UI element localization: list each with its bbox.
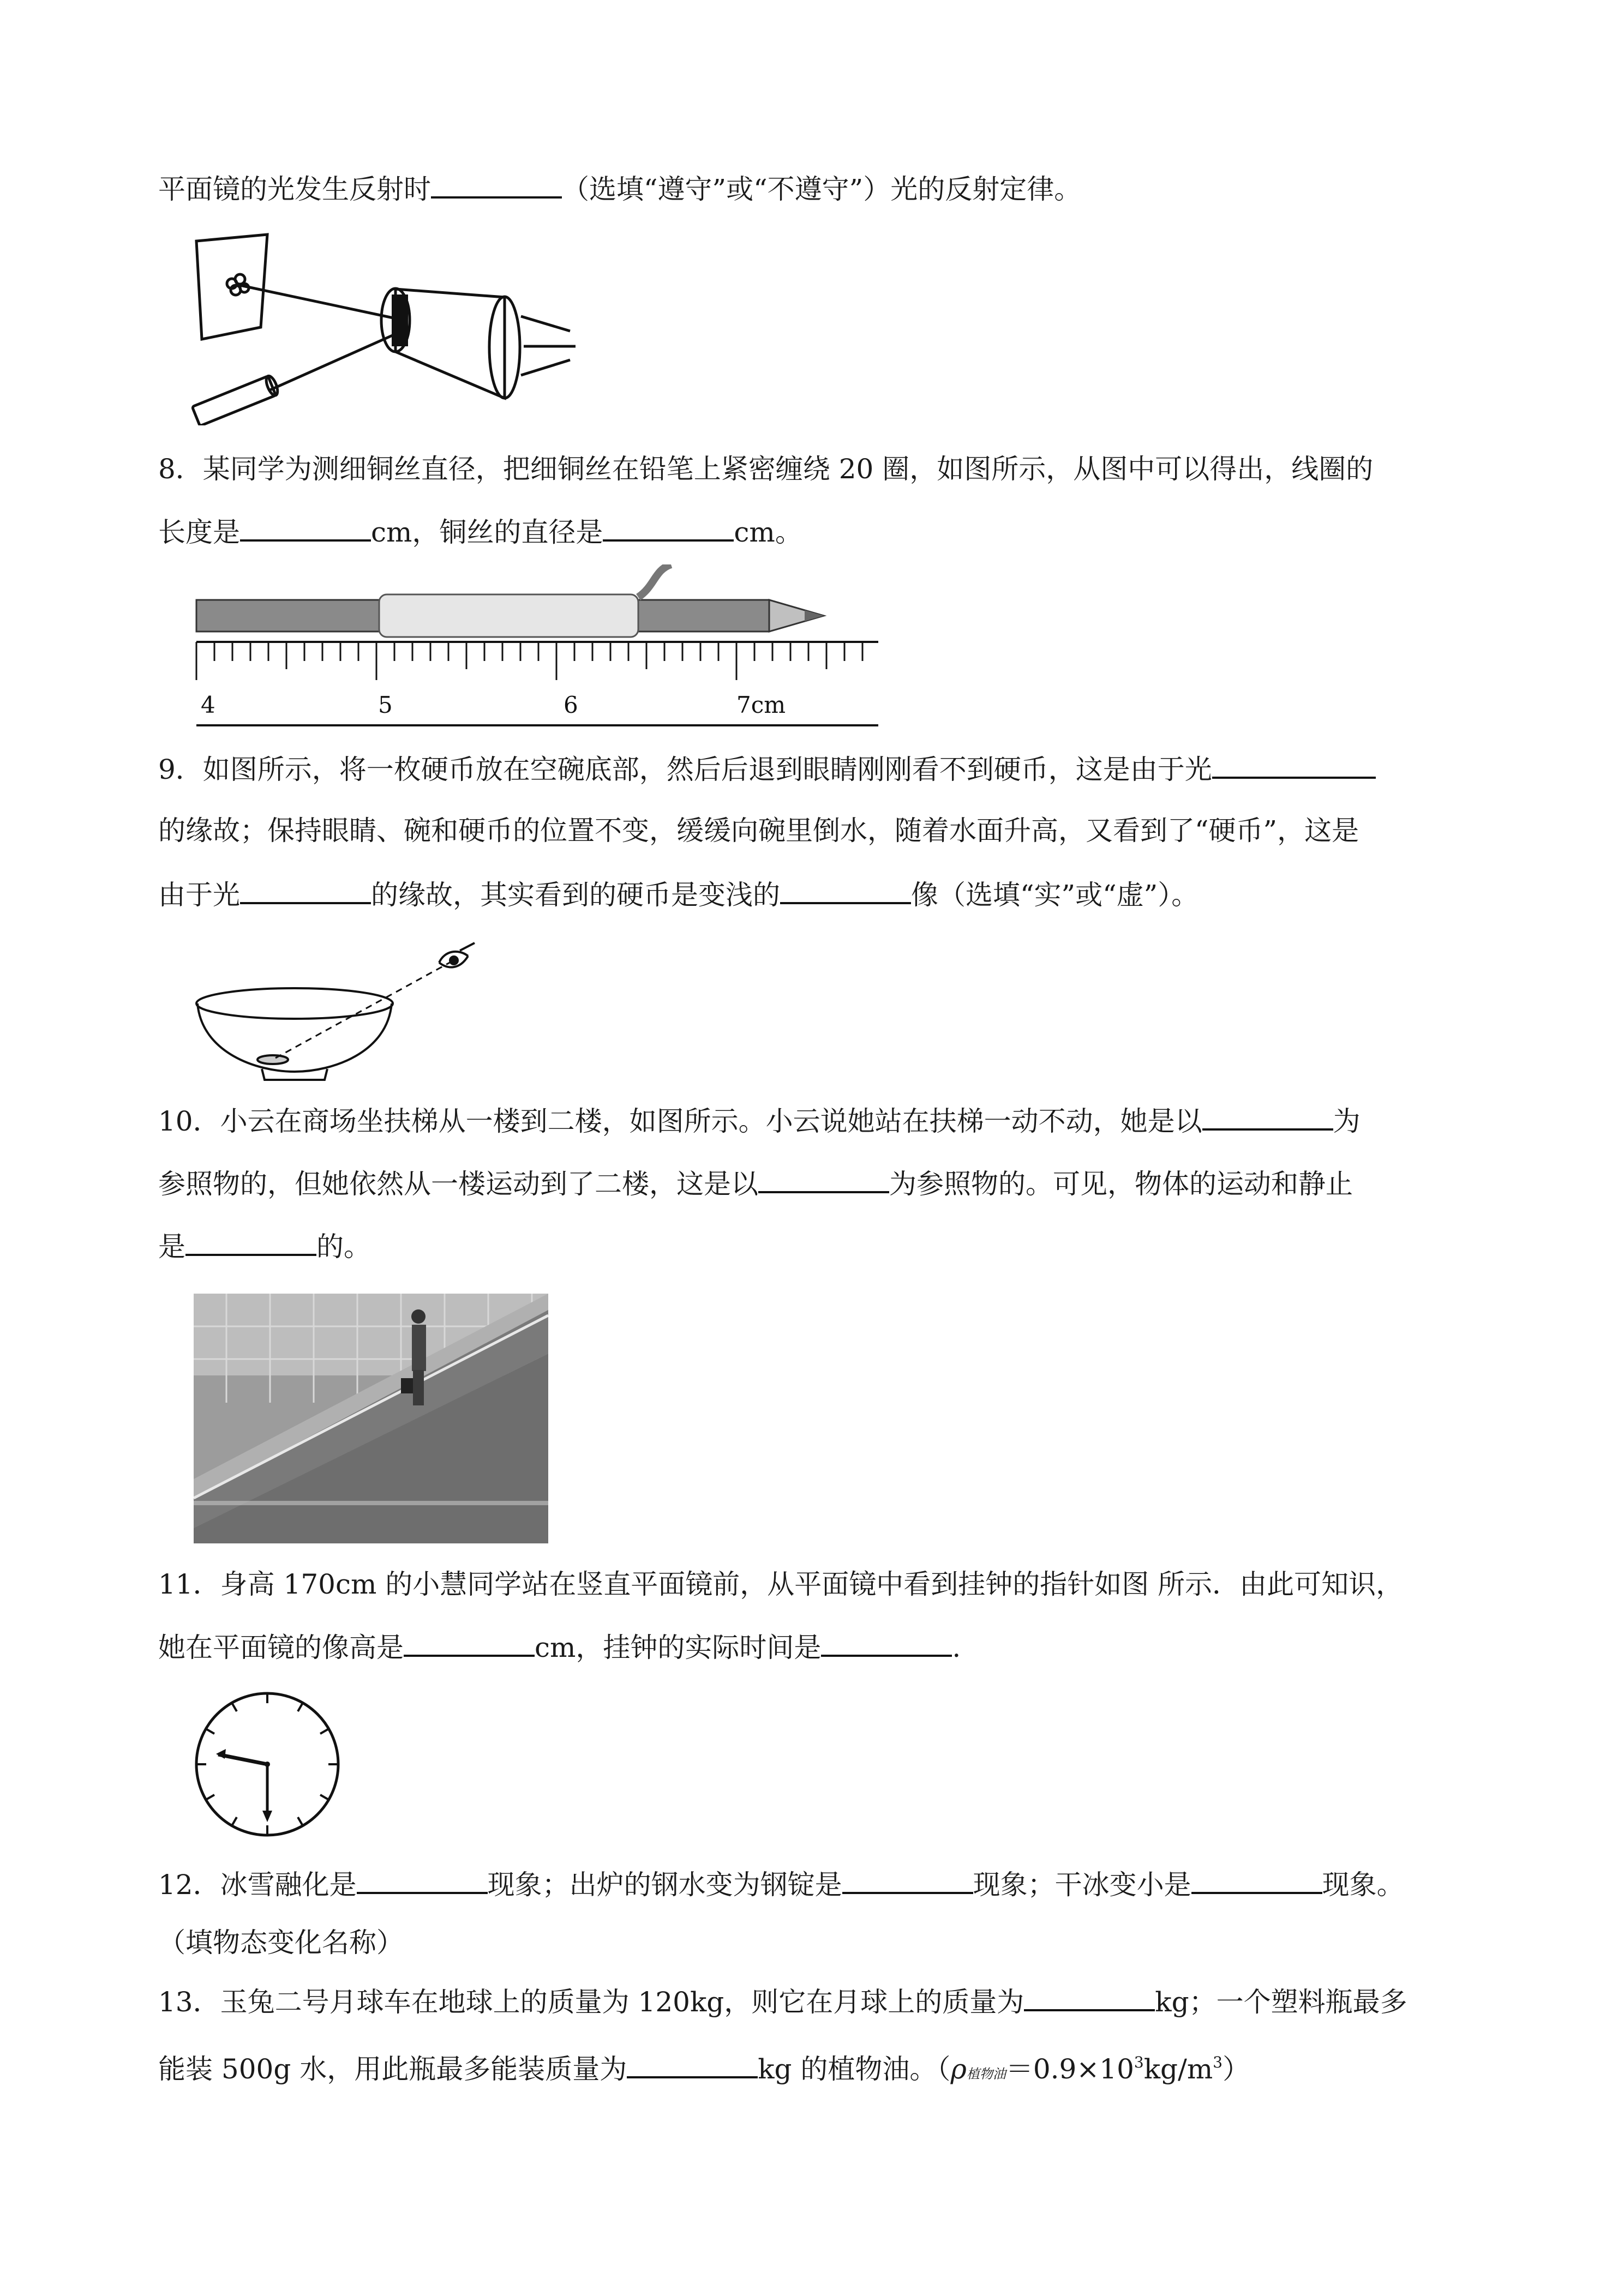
bowl-rim (196, 988, 393, 1019)
q12-text-c: 现象；干冰变小是 (973, 1869, 1191, 1901)
q8-blank-length[interactable] (240, 515, 371, 542)
incident-ray (270, 332, 401, 390)
ruler-label-7cm: 7cm (736, 692, 786, 718)
q12-line2 (158, 1926, 404, 1959)
ruler-label-4: 4 (201, 692, 215, 718)
q9-line3 (158, 878, 1198, 911)
line-of-sight (275, 961, 452, 1058)
q12-line1 (158, 1868, 1404, 1901)
q8-line1 (158, 453, 1373, 485)
q13-blank-2[interactable] (627, 2052, 758, 2078)
q8-blank-diameter[interactable] (603, 515, 734, 542)
q9-text-2: 的缘故；保持眼睛、碗和硬币的位置不变，缓缓向碗里倒水，随着水面升高，又看到了“硬币”，这是 (158, 815, 1359, 846)
q9-line1 (158, 753, 1376, 786)
eye-icon (439, 943, 475, 967)
hour-hand (218, 1754, 267, 1764)
bowl-coin-figure (191, 935, 486, 1083)
ruler-label-5: 5 (378, 692, 393, 718)
q10-text-3a: 是 (158, 1231, 185, 1263)
q11-line2 (158, 1631, 961, 1664)
q13-line1 (158, 1985, 1407, 2018)
q10-line3 (158, 1230, 371, 1263)
q7-text-pre: 平面镜的光发生反射时 (158, 173, 431, 205)
density-unit: kg/m (1143, 2053, 1213, 2085)
mirror-clock-figure (191, 1688, 344, 1841)
coin (257, 1055, 288, 1064)
q10-blank-1[interactable] (1202, 1104, 1333, 1131)
copper-coil (379, 564, 671, 637)
escalator-photo (194, 1294, 548, 1543)
q7-answer-blank[interactable] (431, 172, 562, 199)
q9-line2 (158, 814, 1359, 847)
q11-line1 (158, 1568, 1403, 1601)
q13-line2 (158, 2046, 1250, 2090)
q9-text-3c: 像（选填“实”或“虚”）。 (911, 879, 1199, 911)
q10-text-2b: 为参照物的。可见，物体的运动和静止 (889, 1168, 1353, 1200)
q9-blank-2[interactable] (240, 878, 371, 904)
q7-line (158, 172, 1081, 206)
q11-text-2b: cm，挂钟的实际时间是 (535, 1632, 822, 1663)
q9-blank-1[interactable] (1212, 753, 1376, 779)
q10-text-1b: 为 (1333, 1105, 1361, 1137)
q8-text-post: cm。 (734, 516, 802, 548)
q12-blank-1[interactable] (357, 1868, 488, 1894)
q11-text-2c: . (952, 1632, 961, 1663)
q11-text-2a: 她在平面镜的像高是 (158, 1632, 404, 1663)
q11-blank-time[interactable] (821, 1631, 952, 1657)
q8-text-mid: cm，铜丝的直径是 (371, 516, 603, 548)
q12-text-a: 12．冰雪融化是 (158, 1869, 357, 1901)
q11-blank-height[interactable] (404, 1631, 535, 1657)
q13-text-2b: kg 的植物油。（ (758, 2053, 951, 2085)
q8-line2 (158, 515, 802, 549)
q13-text-1b: kg；一个塑料瓶最多 (1155, 1986, 1407, 2018)
q12-text-d: 现象。 (1322, 1869, 1404, 1901)
q13-text-close: ） (1223, 2053, 1250, 2085)
pencil-ruler-figure (191, 564, 889, 728)
q10-line2 (158, 1167, 1353, 1200)
q9-text-3b: 的缘故，其实看到的硬币是变浅的 (371, 879, 780, 911)
rho-symbol: ρ (950, 2053, 967, 2085)
q10-text-3b: 的。 (316, 1231, 371, 1263)
q13-blank-1[interactable] (1024, 1985, 1155, 2011)
q10-blank-3[interactable] (185, 1230, 316, 1256)
laser-pointer (192, 375, 280, 425)
q10-blank-2[interactable] (758, 1167, 889, 1193)
q12-text-b: 现象；出炉的钢水变为钢锭是 (487, 1869, 842, 1901)
q10-line1 (158, 1104, 1361, 1138)
q12-blank-2[interactable] (842, 1868, 973, 1894)
q9-blank-3[interactable] (780, 878, 911, 904)
q12-blank-3[interactable] (1191, 1868, 1322, 1894)
q8-text-1: 8．某同学为测细铜丝直径，把细铜丝在铅笔上紧密缠绕 20 圈，如图所示，从图中可以得出，线圈的 (158, 453, 1374, 485)
q10-text-2a: 参照物的，但她依然从一楼运动到了二楼，这是以 (158, 1168, 758, 1200)
ruler-ticks (196, 642, 862, 680)
mirror-piece (392, 294, 408, 346)
laser-reflection-figure (180, 229, 595, 425)
q9-text-3a: 由于光 (158, 879, 240, 911)
ruler-label-6: 6 (564, 692, 578, 718)
q8-text-pre: 长度是 (158, 516, 240, 548)
q9-text-1: 9．如图所示，将一枚硬币放在空碗底部，然后后退到眼睛刚刚看不到硬币，这是由于光 (158, 754, 1212, 785)
q13-text-2a: 能装 500g 水，用此瓶最多能装质量为 (158, 2053, 627, 2085)
q10-text-1a: 10．小云在商场坐扶梯从一楼到二楼，如图所示。小云说她站在扶梯一动不动，她是以 (158, 1105, 1202, 1137)
density-exponent: 3 (1134, 2053, 1144, 2071)
q11-text-1: 11．身高 170cm 的小慧同学站在竖直平面镜前，从平面镜中看到挂钟的指针如图 所示．由此可知识， (158, 1568, 1404, 1600)
rho-subscript: 植物油 (966, 2066, 1006, 2082)
q12-text-e: （填物态变化名称） (158, 1927, 404, 1958)
q13-text-1a: 13．玉兔二号月球车在地球上的质量为 120kg，则它在月球上的质量为 (158, 1986, 1024, 2018)
unit-exponent: 3 (1213, 2053, 1223, 2071)
q7-text-post: （选填“遵守”或“不遵守”）光的反射定律。 (562, 173, 1082, 205)
density-value: ＝0.9×10 (1005, 2053, 1134, 2085)
